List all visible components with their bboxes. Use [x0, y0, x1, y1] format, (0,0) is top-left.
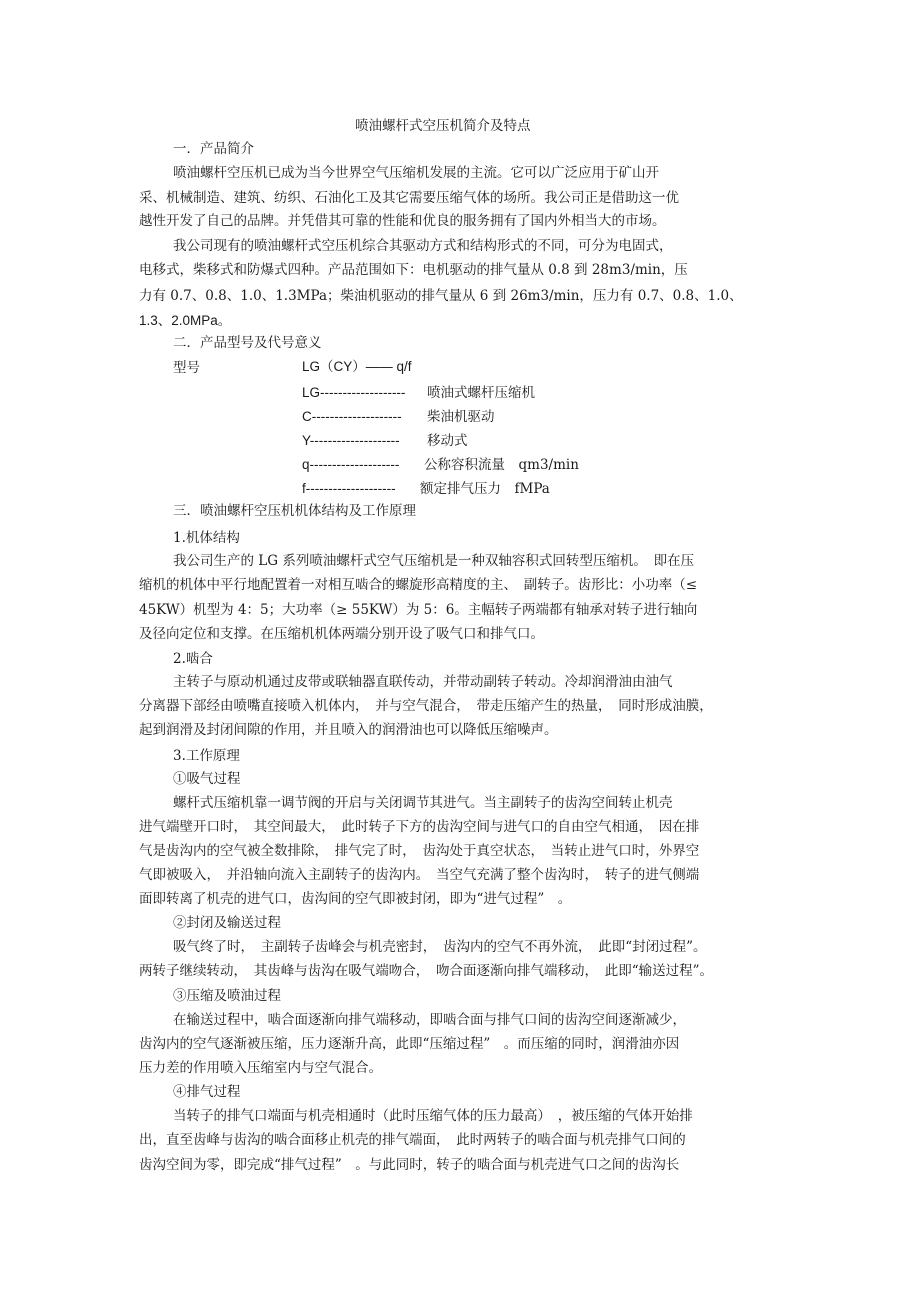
- code-meaning: 额定排气压力 fMPa: [420, 481, 550, 497]
- paragraph-line: 在输送过程中，啮合面逐渐向排气端移动，即啮合面与排气口间的齿沟空间逐渐减少，: [173, 1012, 686, 1028]
- subsection-heading: ③压缩及喷油过程: [173, 988, 281, 1004]
- paragraph-line: 螺杆式压缩机靠一调节阀的开启与关闭调节其进气。当主副转子的齿沟空间转止机壳: [173, 795, 673, 811]
- section-heading: 三．喷油螺杆空压机机体结构及工作原理: [173, 503, 416, 519]
- code-meaning: 喷油式螺杆压缩机: [427, 385, 535, 401]
- paragraph-line: 缩机的机体中平行地配置着一对相互啮合的螺旋形高精度的主、 副转子。齿形比：小功率（≤: [139, 577, 698, 593]
- subsection-heading: ①吸气过程: [173, 771, 241, 787]
- paragraph-line: 及径向定位和支撑。在压缩机机体两端分别开设了吸气口和排气口。: [139, 626, 544, 642]
- code-meaning: 移动式: [427, 433, 468, 449]
- paragraph-line: 喷油螺杆空压机已成为当今世界空气压缩机发展的主流。它可以广泛应用于矿山开: [173, 165, 659, 181]
- paragraph-line: 压力差的作用喷入压缩室内与空气混合。: [139, 1060, 382, 1076]
- paragraph-line: 气是齿沟内的空气被全数排除， 排气完了时， 齿沟处于真空状态， 当转止进气口时，外界空: [139, 843, 700, 859]
- code-meaning: 公称容积流量 qm3/min: [424, 457, 579, 473]
- paragraph-line: 1.3、2.0MPa。: [139, 313, 232, 328]
- paragraph-line: 齿沟内的空气逐渐被压缩，压力逐渐升高，此即“压缩过程” 。而压缩的同时，润滑油亦因: [139, 1036, 680, 1052]
- paragraph-line: 我公司生产的 LG 系列喷油螺杆式空气压缩机是一种双轴容积式回转型压缩机。 即在压: [173, 553, 695, 569]
- paragraph-line: 气即被吸入， 并沿轴向流入主副转子的齿沟内。 当空气充满了整个齿沟时， 转子的进气侧端: [139, 867, 700, 883]
- subsection-heading: 1.机体结构: [173, 530, 240, 546]
- paragraph-line: 45KW）机型为 4：5；大功率（≥ 55KW）为 5：6。主幅转子两端都有轴承对转子进行轴向: [139, 602, 698, 618]
- subsection-heading: 2.啮合: [173, 651, 213, 667]
- paragraph-line: 两转子继续转动， 其齿峰与齿沟在吸气端吻合， 吻合面逐渐向排气端移动， 此即“输送过程”。: [139, 963, 714, 979]
- section-heading: 二．产品型号及代号意义: [173, 335, 322, 351]
- paragraph-line: 主转子与原动机通过皮带或联轴器直联传动，并带动副转子转动。冷却润滑油由油气: [173, 674, 673, 690]
- section-heading: 一．产品简介: [173, 141, 254, 157]
- paragraph-line: 力有 0.7、0.8、1.0、1.3MPa；柴油机驱动的排气量从 6 到 26m3/min，压力有 0.7、0.8、1.0、: [139, 288, 743, 304]
- paragraph-line: 吸气终了时， 主副转子齿峰会与机壳密封， 齿沟内的空气不再外流， 此即“封闭过程”。: [173, 939, 707, 955]
- subsection-heading: ④排气过程: [173, 1084, 241, 1100]
- code-key: Y--------------------: [302, 433, 400, 448]
- paragraph-line: 我公司现有的喷油螺杆式空压机综合其驱动方式和结构形式的不同，可分为电固式，: [173, 238, 673, 254]
- document-title: 喷油螺杆式空压机简介及特点: [355, 118, 531, 134]
- code-key: LG-------------------: [302, 385, 406, 400]
- paragraph-line: 采、机械制造、建筑、纺织、石油化工及其它需要压缩气体的场所。我公司正是借助这一优: [139, 190, 679, 206]
- paragraph-line: 面即转离了机壳的进气口，齿沟间的空气即被封闭，即为“进气过程” 。: [139, 891, 572, 907]
- paragraph-line: 越性开发了自己的品牌。并凭借其可靠的性能和优良的服务拥有了国内外相当大的市场。: [139, 213, 666, 229]
- code-key: C--------------------: [302, 409, 402, 424]
- paragraph-line: 齿沟空间为零，即完成“排气过程” 。与此同时，转子的啮合面与机壳进气口之间的齿沟长: [139, 1157, 680, 1173]
- paragraph-line: 电移式，柴移式和防爆式四种。产品范围如下：电机驱动的排气量从 0.8 到 28m3/min，压: [139, 262, 688, 278]
- paragraph-line: 分离器下部经由喷嘴直接喷入机体内， 并与空气混合， 带走压缩产生的热量， 同时形成油膜，: [139, 698, 713, 714]
- subsection-heading: 3.工作原理: [173, 748, 240, 764]
- model-format: LG（CY）—— q/f: [302, 359, 412, 374]
- code-key: q--------------------: [302, 457, 400, 472]
- paragraph-line: 出，直至齿峰与齿沟的啮合面移止机壳的排气端面， 此时两转子的啮合面与机壳排气口间的: [139, 1132, 686, 1148]
- paragraph-line: 当转子的排气口端面与机壳相通时（此时压缩气体的压力最高） ，被压缩的气体开始排: [173, 1108, 693, 1124]
- paragraph-line: 进气端壁开口时， 其空间最大， 此时转子下方的齿沟空间与进气口的自由空气相通， 因在排: [139, 819, 700, 835]
- code-key: f--------------------: [302, 481, 396, 496]
- model-label: 型号: [173, 360, 200, 376]
- subsection-heading: ②封闭及输送过程: [173, 915, 281, 931]
- code-meaning: 柴油机驱动: [427, 409, 495, 425]
- paragraph-line: 起到润滑及封闭间隙的作用，并且喷入的润滑油也可以降低压缩噪声。: [139, 722, 558, 738]
